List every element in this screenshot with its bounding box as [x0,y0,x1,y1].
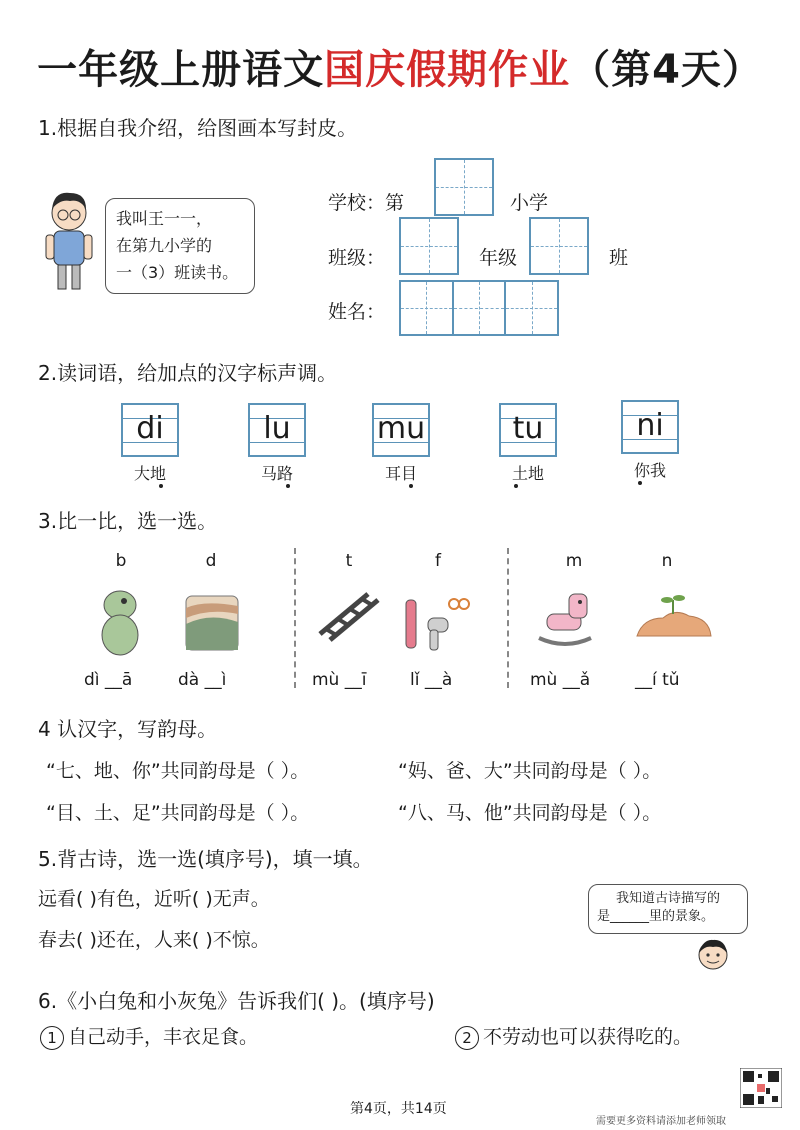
class-label: 班级： [328,247,386,269]
blank-answer-b-d-1[interactable]: dì __ā [84,670,133,690]
pinyin-box-3[interactable]: mu [372,403,430,457]
word-5: 你我 [633,461,666,480]
pinyin-box-1[interactable]: di [121,403,179,457]
question-3-heading: 3.比一比，选一选。 [38,509,218,533]
poem-speech-bubble: 我知道古诗描写的 是______里的景象。 [588,884,748,934]
emphasis-dot [638,481,642,485]
name-write-boxes[interactable] [399,280,559,336]
qr-code-icon [740,1068,782,1108]
class-write-box[interactable] [529,217,589,275]
school-suffix: 小学 [510,192,549,214]
option-1-number: 1 [40,1026,64,1050]
emphasis-dot [286,484,290,488]
school-write-box[interactable] [434,158,494,216]
divider [507,548,509,688]
ladder-icon [316,590,382,642]
word-1: 大地 [133,464,166,483]
letter-f: f [435,551,441,571]
letter-n: n [661,551,673,571]
option-1[interactable]: 1 自己动手，丰衣足食。 [40,1022,258,1050]
word-4: 土地 [511,464,544,483]
question-6-heading: 6.《小白兔和小灰兔》告诉我们( )。(填序号) [38,989,435,1013]
option-2-number: 2 [455,1026,479,1050]
question-4-heading: 4 认汉字，写韵母。 [38,717,218,741]
word-3: 耳目 [384,464,417,483]
blank-answer-t-f-1[interactable]: mù __ī [312,670,367,690]
page-title: 一年级上册语文国庆假期作业（第4天） [37,47,763,93]
hair-tools-icon [400,596,470,654]
question-1-heading: 1.根据自我介绍，给图画本写封皮。 [38,116,358,140]
vowel-question-3[interactable]: “目、土、足”共同韵母是（ ）。 [46,802,310,824]
grade-write-box[interactable] [399,217,459,275]
footer-note: 需要更多资料请添加老师领取 [596,1116,726,1127]
intro-speech-bubble: 我叫王一一， 在第九小学的 一（3）班读书。 [105,198,255,294]
letter-b: b [115,551,127,571]
blank-answer-t-f-2[interactable]: lǐ __à [410,670,453,690]
word-2: 马路 [260,464,293,483]
school-label: 学校：第 [328,192,405,214]
pinyin-box-2[interactable]: lu [248,403,306,457]
boy-illustration [40,185,102,300]
grade-label: 年级 [479,247,518,269]
vowel-question-1[interactable]: “七、地、你”共同韵母是（ ）。 [46,760,310,782]
vowel-question-4[interactable]: “八、马、他”共同韵母是（ ）。 [398,802,662,824]
letter-d: d [205,551,217,571]
divider [294,548,296,688]
rocking-horse-icon [533,588,597,648]
page-number: 第4页，共14页 [350,1101,447,1117]
emphasis-dot [514,484,518,488]
letter-m: m [565,551,583,571]
name-label: 姓名： [328,301,386,323]
soil-sprout-icon [633,592,715,640]
dinosaur-icon [96,585,146,660]
question-2-heading: 2.读词语，给加点的汉字标声调。 [38,361,338,385]
child-face-icon [695,935,731,971]
emphasis-dot [159,484,163,488]
letter-t: t [345,551,353,571]
option-2[interactable]: 2 不劳动也可以获得吃的。 [455,1022,692,1050]
poem-line-1[interactable]: 远看( )有色，近听( )无声。 [38,888,270,910]
blank-answer-b-d-2[interactable]: dà __ì [178,670,227,690]
pinyin-box-5[interactable]: ni [621,400,679,454]
emphasis-dot [409,484,413,488]
pinyin-box-4[interactable]: tu [499,403,557,457]
vowel-question-2[interactable]: “妈、爸、大”共同韵母是（ ）。 [398,760,662,782]
blank-answer-m-n-2[interactable]: __í tǔ [635,670,680,690]
earth-icon [184,594,240,652]
poem-line-2[interactable]: 春去( )还在，人来( )不惊。 [38,929,270,951]
question-5-heading: 5.背古诗，选一选(填序号)，填一填。 [38,847,373,871]
class-suffix: 班 [609,247,629,269]
blank-answer-m-n-1[interactable]: mù __ǎ [530,670,591,690]
